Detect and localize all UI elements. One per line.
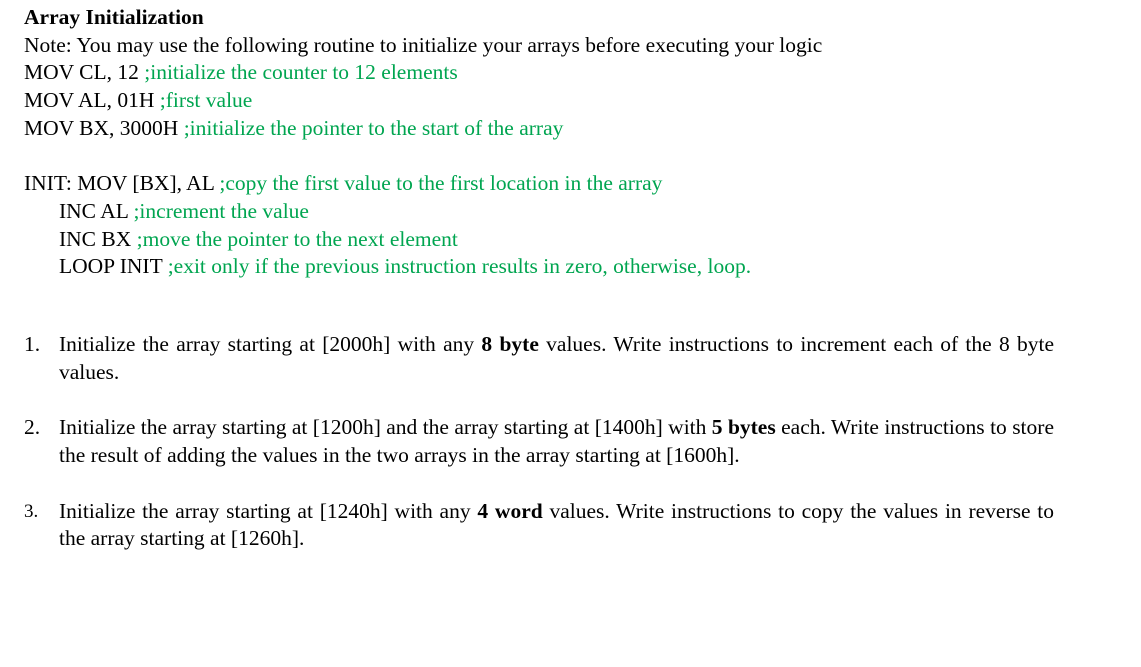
spacer (24, 142, 1054, 170)
code-comment: ;exit only if the previous instruction results in zero, otherwise, loop. (167, 254, 752, 279)
document-title: Array Initialization (24, 5, 204, 29)
task-list (24, 331, 1054, 553)
code-instruction: MOV AL, 01H (24, 88, 160, 113)
task-emphasis: 8 byte (481, 331, 539, 356)
spacer (24, 470, 1054, 498)
code-line-5 (24, 198, 1054, 226)
code-comment: ;initialize the counter to 12 elements (144, 60, 458, 85)
task-number: 3. (24, 500, 39, 522)
task-text: each. Write instructions to store the result of adding the values in the two arrays in the array starting at [1600h]. (59, 415, 1054, 467)
task-emphasis: 5 bytes (711, 415, 776, 440)
code-line-4 (24, 170, 1054, 198)
code-line-7 (24, 253, 1054, 281)
task-item-3 (24, 498, 1054, 553)
code-line-3 (24, 115, 1054, 143)
code-line-2 (24, 87, 1054, 115)
code-instruction: LOOP INIT (59, 254, 168, 279)
document-page (24, 4, 1054, 553)
code-comment: ;move the pointer to the next element (136, 226, 458, 251)
task-number: 1. (24, 331, 41, 356)
code-instruction: INIT: MOV [BX], AL (24, 171, 220, 196)
task-text: Initialize the array starting at [1240h] with any (59, 498, 478, 523)
code-comment: ;copy the first value to the first location in the array (219, 171, 663, 196)
task-text: values. Write instructions to increment each of the 8 byte values. (59, 331, 1055, 384)
code-instruction: MOV BX, 3000H (24, 115, 184, 140)
code-comment: ;first value (159, 88, 253, 113)
code-instruction: MOV CL, 12 (24, 60, 145, 85)
spacer (24, 281, 1054, 331)
task-text: values. Write instructions to copy the values in reverse to the array starting at [1260h]. (59, 498, 1055, 551)
note-text: Note: You may use the following routine to initialize your arrays before executing your logic (24, 32, 823, 57)
code-instruction: INC BX (59, 226, 137, 251)
code-line-1 (24, 59, 1054, 87)
code-line-6 (24, 226, 1054, 254)
code-comment: ;initialize the pointer to the start of the array (183, 115, 564, 140)
task-text: Initialize the array starting at [2000h] with any (59, 331, 482, 356)
task-text: Initialize the array starting at [1200h] and the array starting at [1400h] with (59, 415, 712, 440)
task-number: 2. (24, 415, 41, 440)
spacer (24, 386, 1054, 414)
task-emphasis: 4 word (477, 498, 543, 523)
code-instruction: INC AL (59, 198, 134, 223)
code-comment: ;increment the value (133, 198, 309, 223)
task-item-1 (24, 331, 1054, 386)
task-item-2 (24, 414, 1054, 469)
